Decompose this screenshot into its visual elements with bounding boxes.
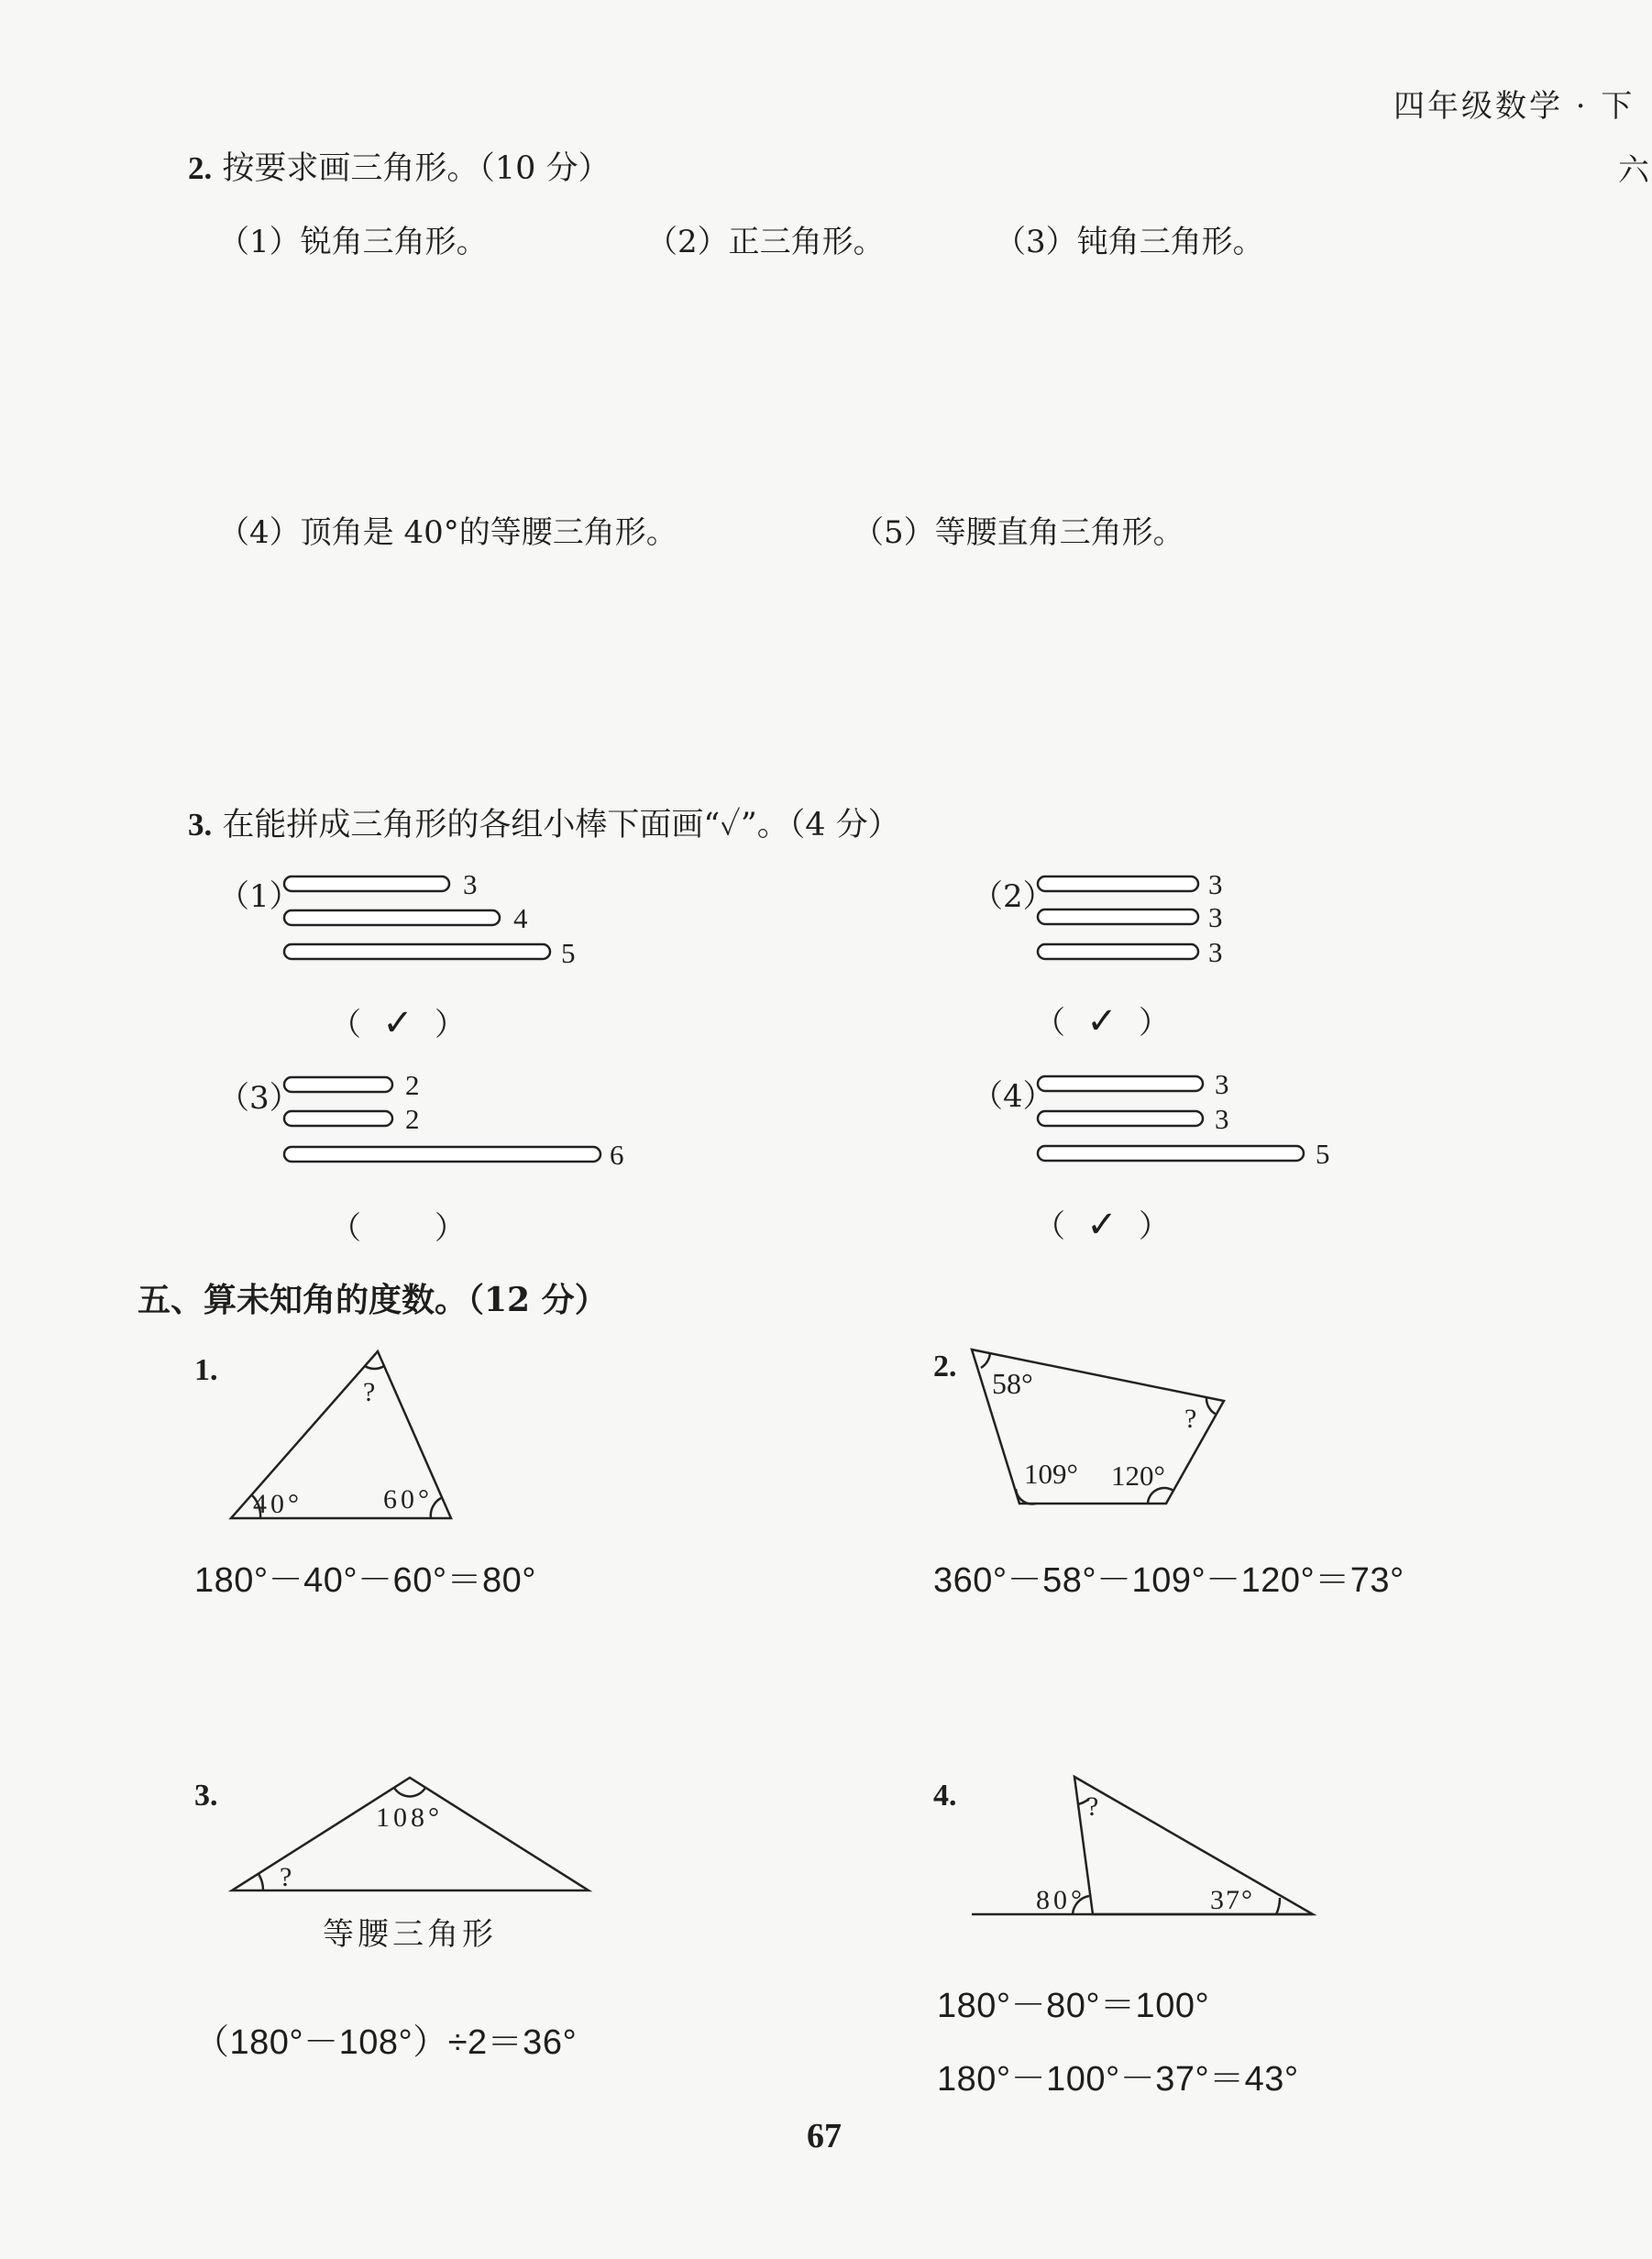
problem-4-number: 4.	[933, 1779, 957, 1813]
stick-label-4-1: 3	[1215, 1068, 1229, 1100]
stick-2-3	[1038, 944, 1198, 959]
stick-3-2	[284, 1111, 392, 1126]
stick-label-3-1: 2	[405, 1069, 420, 1101]
problem-1-number: 1.	[194, 1353, 218, 1387]
q3-text: 在能拼成三角形的各组小棒下面画“✓”。（4 分）	[222, 807, 900, 843]
stick-3-1	[284, 1077, 392, 1092]
stick-label-4-2: 3	[1215, 1103, 1229, 1135]
stick-group-label-2: （2）	[972, 878, 1054, 915]
q2-item-5: （5）等腰直角三角形。	[853, 514, 1184, 551]
fig4-angle-top: ?	[1086, 1791, 1099, 1822]
fig3-angle-top: 108°	[376, 1802, 443, 1833]
section5-title: 五、算未知角的度数。（12 分）	[138, 1281, 608, 1319]
fig2-angle-unknown: ?	[1184, 1404, 1197, 1434]
answer-paren-1[interactable]: （ ✓ ）	[330, 1002, 466, 1044]
stick-label-1-3: 5	[561, 937, 576, 969]
page-number: 67	[807, 2117, 842, 2155]
problem-3-caption: 等腰三角形	[323, 1916, 497, 1953]
fig1-angle-right: 60°	[383, 1484, 433, 1515]
answer-paren-3[interactable]: （ ）	[330, 1210, 466, 1247]
fig3-angle-left: ?	[280, 1862, 292, 1892]
stick-group-1	[284, 876, 550, 959]
q2-item-3: （3）钝角三角形。	[995, 224, 1264, 260]
stick-label-1-1: 3	[463, 868, 478, 900]
stick-1-1	[284, 876, 449, 891]
angle-arc-1c	[365, 1366, 384, 1369]
stick-group-3	[284, 1077, 600, 1162]
fig2-angle-120: 120°	[1111, 1460, 1165, 1492]
stick-group-4	[1038, 1076, 1304, 1161]
q2-text: 按要求画三角形。（10 分）	[222, 150, 611, 187]
problem-3-answer: （180°－108°）÷2＝36°	[194, 2023, 578, 2062]
stick-4-3	[1038, 1146, 1304, 1161]
stick-1-3	[284, 944, 550, 959]
angle-arc-3a	[259, 1874, 263, 1890]
header-title: 四年级数学 · 下	[1393, 88, 1635, 125]
problem-1-answer: 180°－40°－60°＝80°	[194, 1561, 536, 1600]
check-mark-4: ✓	[1086, 1204, 1118, 1246]
stick-4-2	[1038, 1111, 1203, 1126]
angle-arc-3b	[394, 1788, 425, 1796]
q2-item-4: （4）顶角是 40°的等腰三角形。	[218, 514, 677, 551]
problem-4-answer-line-2: 180°－100°－37°＝43°	[937, 2060, 1299, 2099]
answer-paren-2[interactable]: （ ✓ ）	[1034, 1000, 1170, 1042]
stick-label-1-2: 4	[513, 902, 528, 934]
fig1-angle-left: 40°	[253, 1489, 303, 1519]
stick-3-3	[284, 1147, 600, 1162]
q2-number: 2.	[188, 150, 213, 186]
stick-label-3-3: 6	[610, 1139, 624, 1171]
stick-group-label-3: （3）	[218, 1080, 301, 1117]
stick-group-2	[1038, 876, 1198, 959]
stick-label-2-3: 3	[1208, 936, 1223, 968]
header-side-char: 六	[1618, 152, 1652, 189]
fig4-angle-80: 80°	[1036, 1885, 1085, 1915]
fig1-angle-top: ?	[363, 1377, 376, 1407]
angle-arc-4c	[1276, 1898, 1280, 1914]
answer-paren-4[interactable]: （ ✓ ）	[1034, 1204, 1170, 1246]
problem-2-answer: 360°－58°－109°－120°＝73°	[933, 1561, 1404, 1600]
fig2-angle-58: 58°	[992, 1367, 1033, 1400]
stick-2-2	[1038, 909, 1198, 924]
stick-label-2-2: 3	[1208, 901, 1223, 933]
q2-item-2: （2）正三角形。	[646, 224, 885, 260]
stick-label-3-2: 2	[405, 1103, 420, 1135]
problem-2-number: 2.	[933, 1350, 957, 1383]
fig2-angle-109: 109°	[1024, 1458, 1078, 1490]
check-mark-1: ✓	[382, 1002, 413, 1044]
stick-4-1	[1038, 1076, 1203, 1091]
problem-4-answer-line-1: 180°－80°＝100°	[937, 1987, 1210, 2025]
stick-label-4-3: 5	[1316, 1138, 1330, 1170]
stick-group-label-1: （1）	[218, 878, 301, 915]
angle-arc-2a	[981, 1353, 990, 1368]
stick-group-label-4: （4）	[972, 1078, 1054, 1115]
fig4-angle-37: 37°	[1210, 1885, 1254, 1915]
q2-item-1: （1）锐角三角形。	[218, 224, 488, 260]
stick-1-2	[284, 910, 500, 925]
stick-2-1	[1038, 876, 1198, 891]
stick-label-2-1: 3	[1208, 868, 1223, 900]
problem-3-number: 3.	[194, 1779, 218, 1813]
figure-4-exterior-angle	[972, 1777, 1313, 1914]
q3-number: 3.	[188, 807, 213, 843]
check-mark-2: ✓	[1086, 1000, 1118, 1042]
